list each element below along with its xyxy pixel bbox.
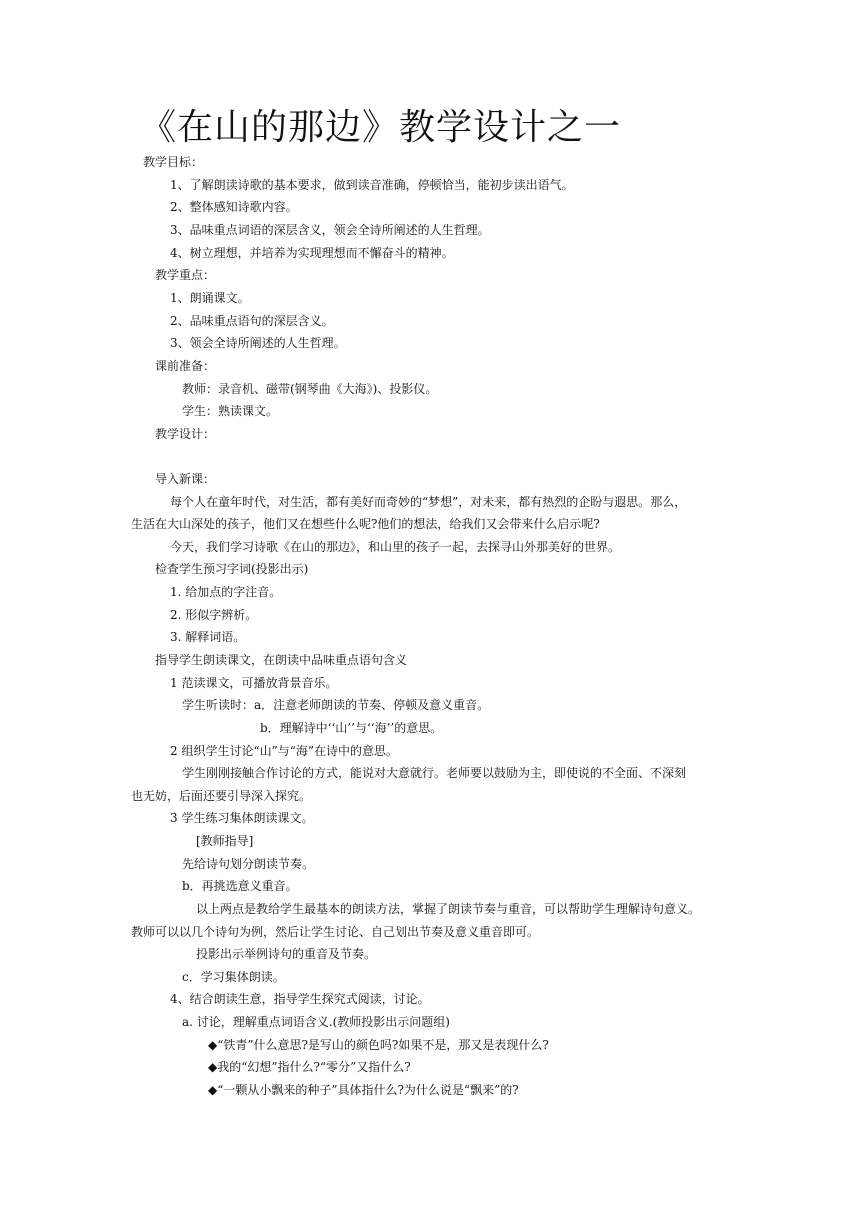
text-line: 3、品味重点词语的深层含义，领会全诗所阐述的人生哲理。 bbox=[170, 223, 490, 237]
text-line: 3、领会全诗所阐述的人生哲理。 bbox=[170, 336, 346, 350]
text-line: ◆“铁青”什么意思?是写山的颜色吗?如果不是，那又是表现什么? bbox=[208, 1038, 549, 1052]
text-line: 4、结合朗读生意，指导学生探究式阅读，讨论。 bbox=[170, 992, 430, 1006]
text-line: 投影出示举例诗句的重音及节奏。 bbox=[196, 947, 377, 961]
text-line: 学生：熟读课文。 bbox=[182, 404, 279, 418]
text-line: 2、整体感知诗歌内容。 bbox=[170, 200, 298, 214]
text-line: [教师指导] bbox=[196, 834, 254, 848]
text-line: b．再挑选意义重音。 bbox=[182, 879, 298, 893]
text-line: 今天，我们学习诗歌《在山的那边》，和山里的孩子一起，去探寻山外那美好的世界。 bbox=[170, 540, 621, 554]
text-line: a. 讨论，理解重点词语含义.(教师投影出示问题组) bbox=[182, 1015, 450, 1029]
text-line: c．学习集体朗读。 bbox=[182, 970, 285, 984]
text-line: 教学重点： bbox=[155, 268, 216, 282]
text-line: 2、品味重点语句的深层含义。 bbox=[170, 314, 334, 328]
text-line: 1. 给加点的字注音。 bbox=[170, 585, 282, 599]
text-line: 教学设计： bbox=[155, 427, 216, 441]
text-line: 教师：录音机、磁带(钢琴曲《大海》)、投影仪。 bbox=[182, 382, 438, 396]
text-line: 1、了解朗读诗歌的基本要求，做到读音准确，停顿恰当，能初步读出语气。 bbox=[170, 178, 574, 192]
text-line: 1、朗诵课文。 bbox=[170, 291, 250, 305]
text-line: b．理解诗中‘‘山’’与‘‘海’’的意思。 bbox=[260, 721, 443, 735]
text-line: 生活在大山深处的孩子，他们又在想些什么呢?他们的想法，给我们又会带来什么启示呢? bbox=[131, 517, 600, 531]
text-line: 教师可以以几个诗句为例，然后让学生讨论、自己划出节奏及意义重音即可。 bbox=[131, 925, 540, 939]
text-line: 检查学生预习字词(投影出示) bbox=[155, 562, 309, 576]
text-line: 2. 形似字辨析。 bbox=[170, 608, 258, 622]
document-title: 《在山的那边》教学设计之一 bbox=[140, 107, 622, 148]
text-line: 2 组织学生讨论“山”与“海”在诗中的意思。 bbox=[170, 744, 398, 758]
text-line: 教学目标： bbox=[143, 155, 204, 169]
text-line: 3. 解释词语。 bbox=[170, 630, 246, 644]
text-line: 每个人在童年时代，对生活，都有美好而奇妙的“梦想”，对未来，都有热烈的企盼与遐思。那么， bbox=[170, 495, 687, 509]
text-line: 学生刚刚接触合作讨论的方式，能说对大意就行。老师要以鼓励为主，即使说的不全面、不深刻 bbox=[182, 766, 687, 780]
text-line: 先给诗句划分朗读节奏。 bbox=[182, 857, 315, 871]
text-line: 导入新课： bbox=[155, 472, 216, 486]
text-line: 以上两点是教给学生最基本的朗读方法，掌握了朗读节奏与重音，可以帮助学生理解诗句意义。 bbox=[196, 902, 701, 916]
text-line: 4、树立理想，并培养为实现理想而不懈奋斗的精神。 bbox=[170, 246, 454, 260]
page-bottom-margin bbox=[0, 1100, 860, 1216]
text-line: 指导学生朗读课文，在朗读中品味重点语句含义 bbox=[155, 653, 408, 667]
text-line: 3 学生练习集体朗读课文。 bbox=[170, 811, 314, 825]
text-line: ◆我的“幻想”指什么?“零分”又指什么? bbox=[208, 1060, 411, 1074]
text-line: ◆“一颗从小飘来的种子”具体指什么?为什么说是“飘来”的? bbox=[208, 1083, 519, 1097]
text-line: 学生听读时：a．注意老师朗读的节奏、停顿及意义重音。 bbox=[182, 698, 490, 712]
text-line: 1 范读课文，可播放背景音乐。 bbox=[170, 676, 338, 690]
text-line: 也无妨，后面还要引导深入探究。 bbox=[131, 789, 312, 803]
text-line: 课前准备： bbox=[155, 359, 216, 373]
